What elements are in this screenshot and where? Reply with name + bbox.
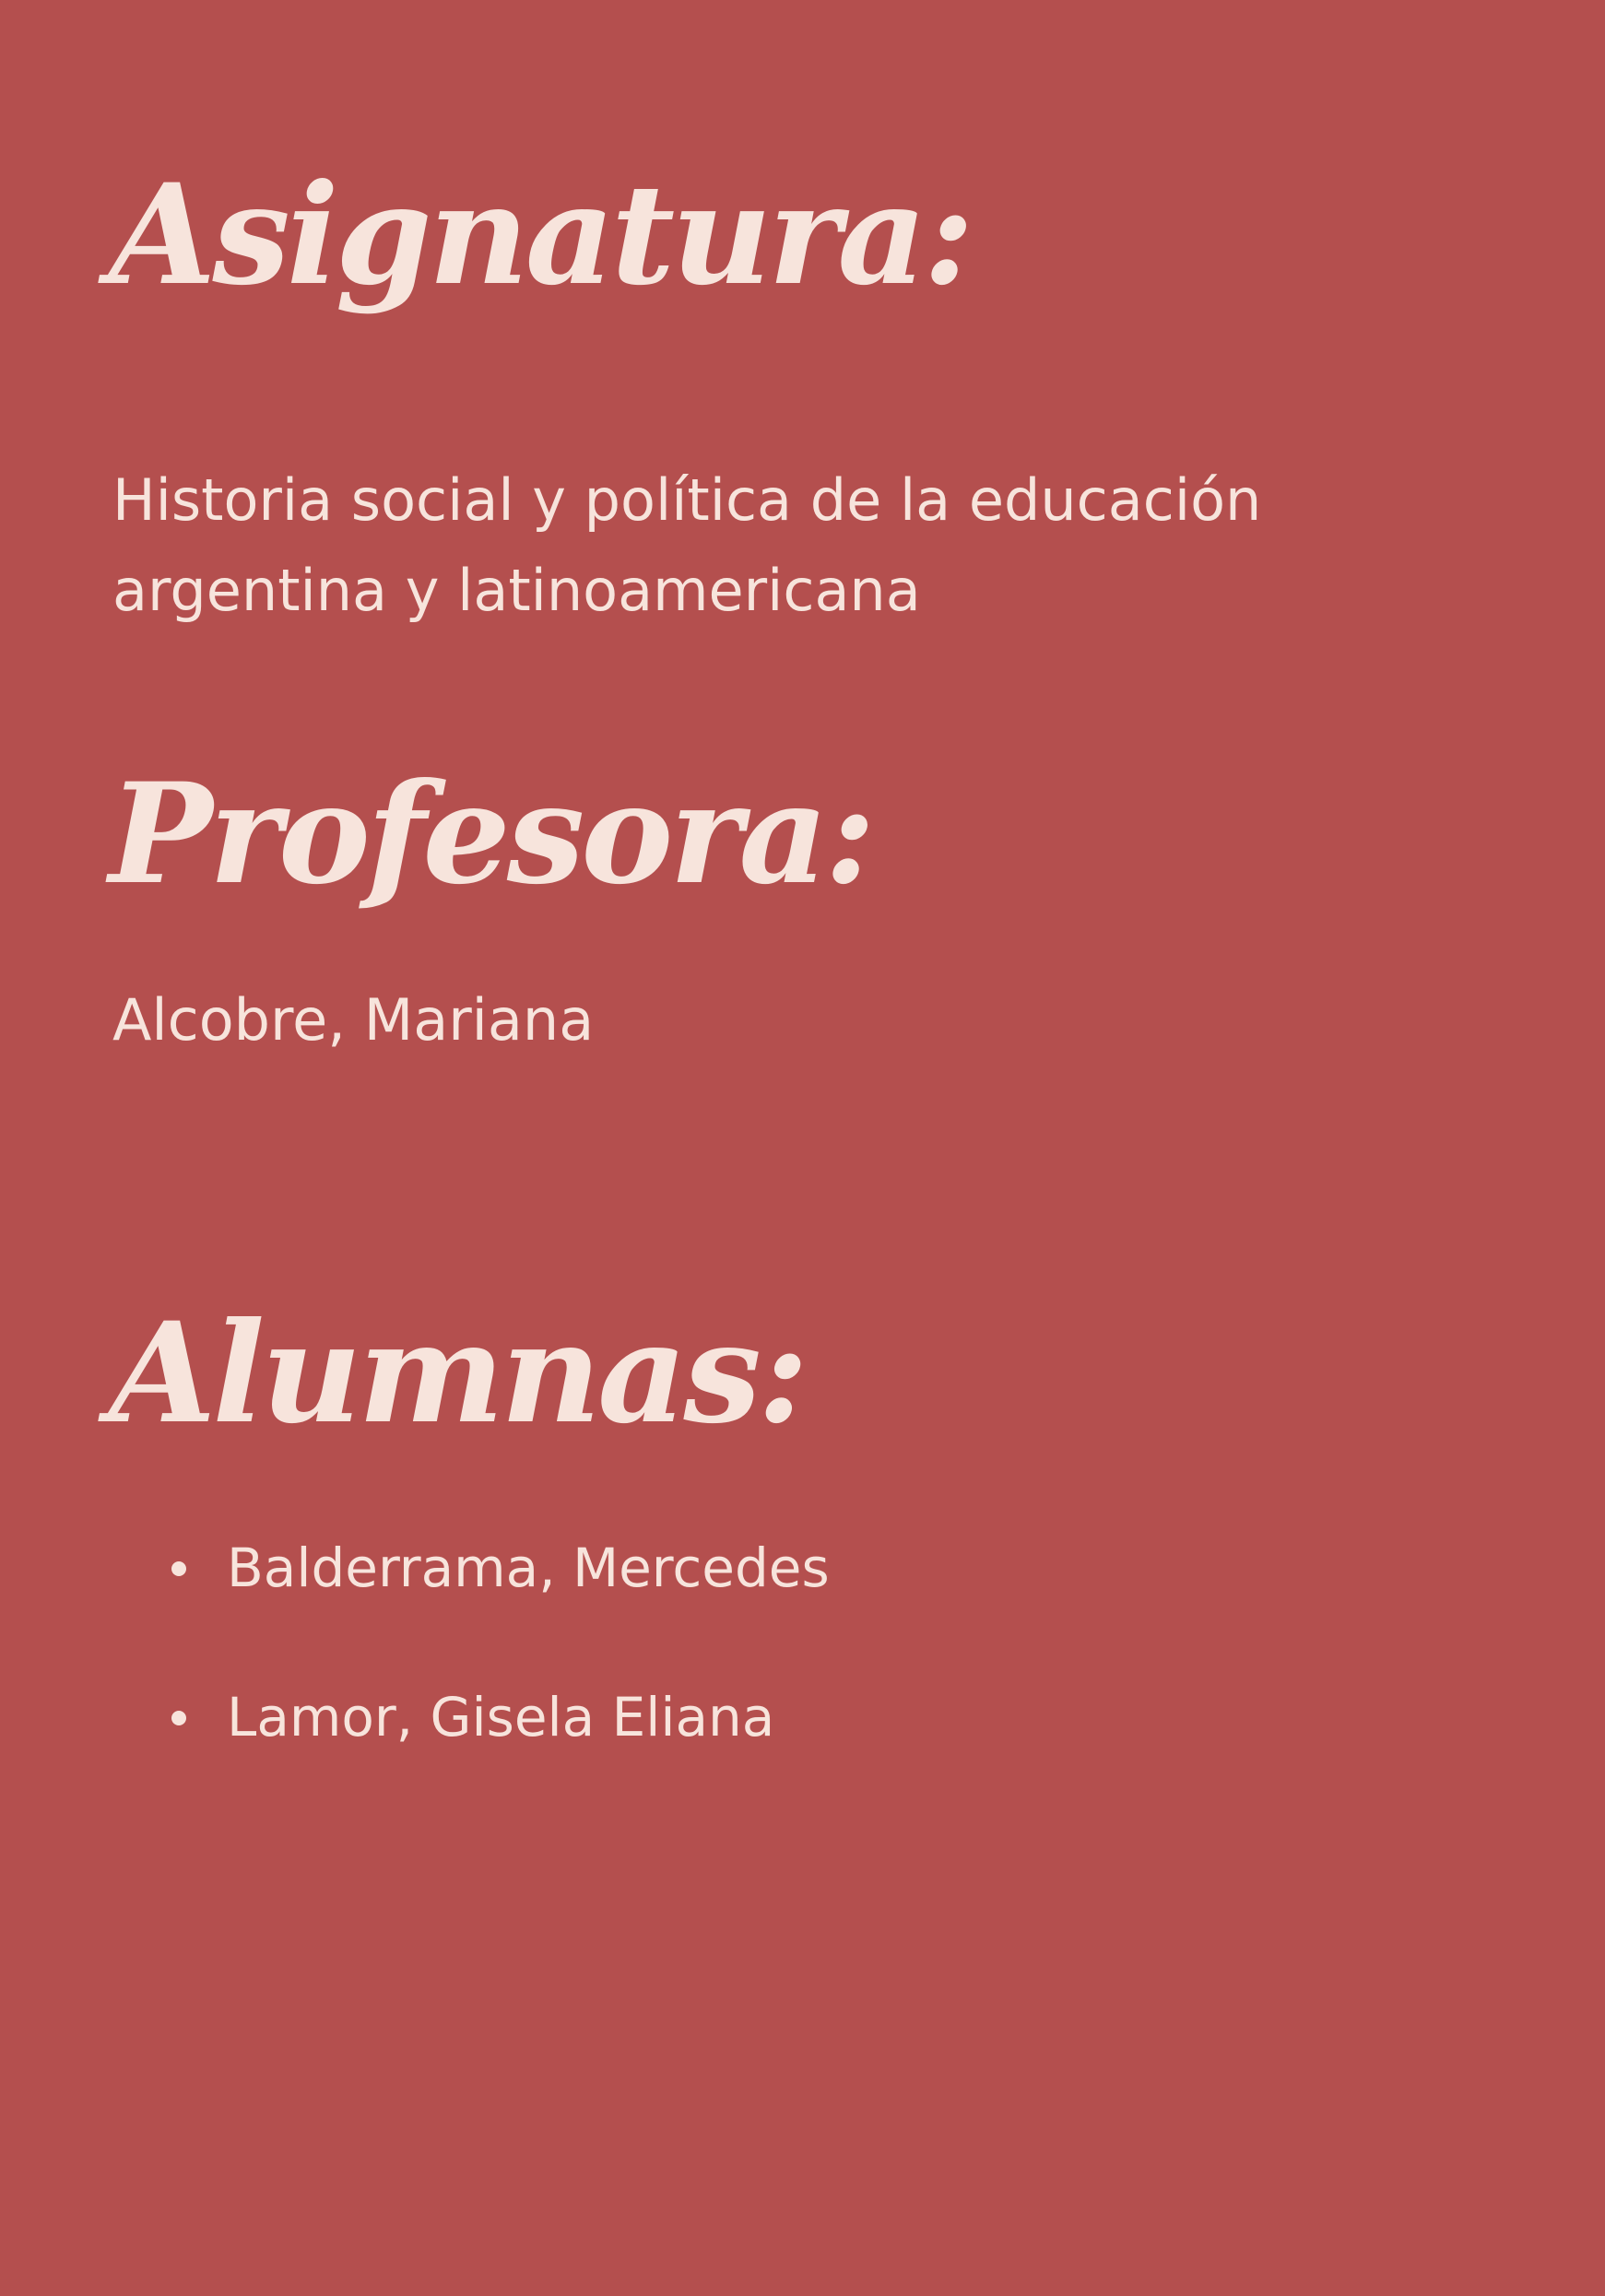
subject-line: Historia social y política de la educación [112,466,1262,534]
subject-text [112,455,1261,636]
subject-heading: Asignatura: [109,154,971,316]
student-name: Balderrama, Mercedes [227,1537,830,1599]
teacher-name: Alcobre, Mariana [112,986,595,1054]
students-heading: Alumnas: [109,1292,806,1454]
teacher-heading: Profesora: [109,753,872,915]
bullet-icon [171,1561,186,1576]
list-item [166,1672,830,1762]
list-item [166,1523,830,1613]
student-name: Lamor, Gisela Eliana [227,1686,775,1748]
subject-line: argentina y latinoamericana [112,557,921,624]
bullet-icon [171,1711,186,1725]
students-list [166,1523,830,1821]
